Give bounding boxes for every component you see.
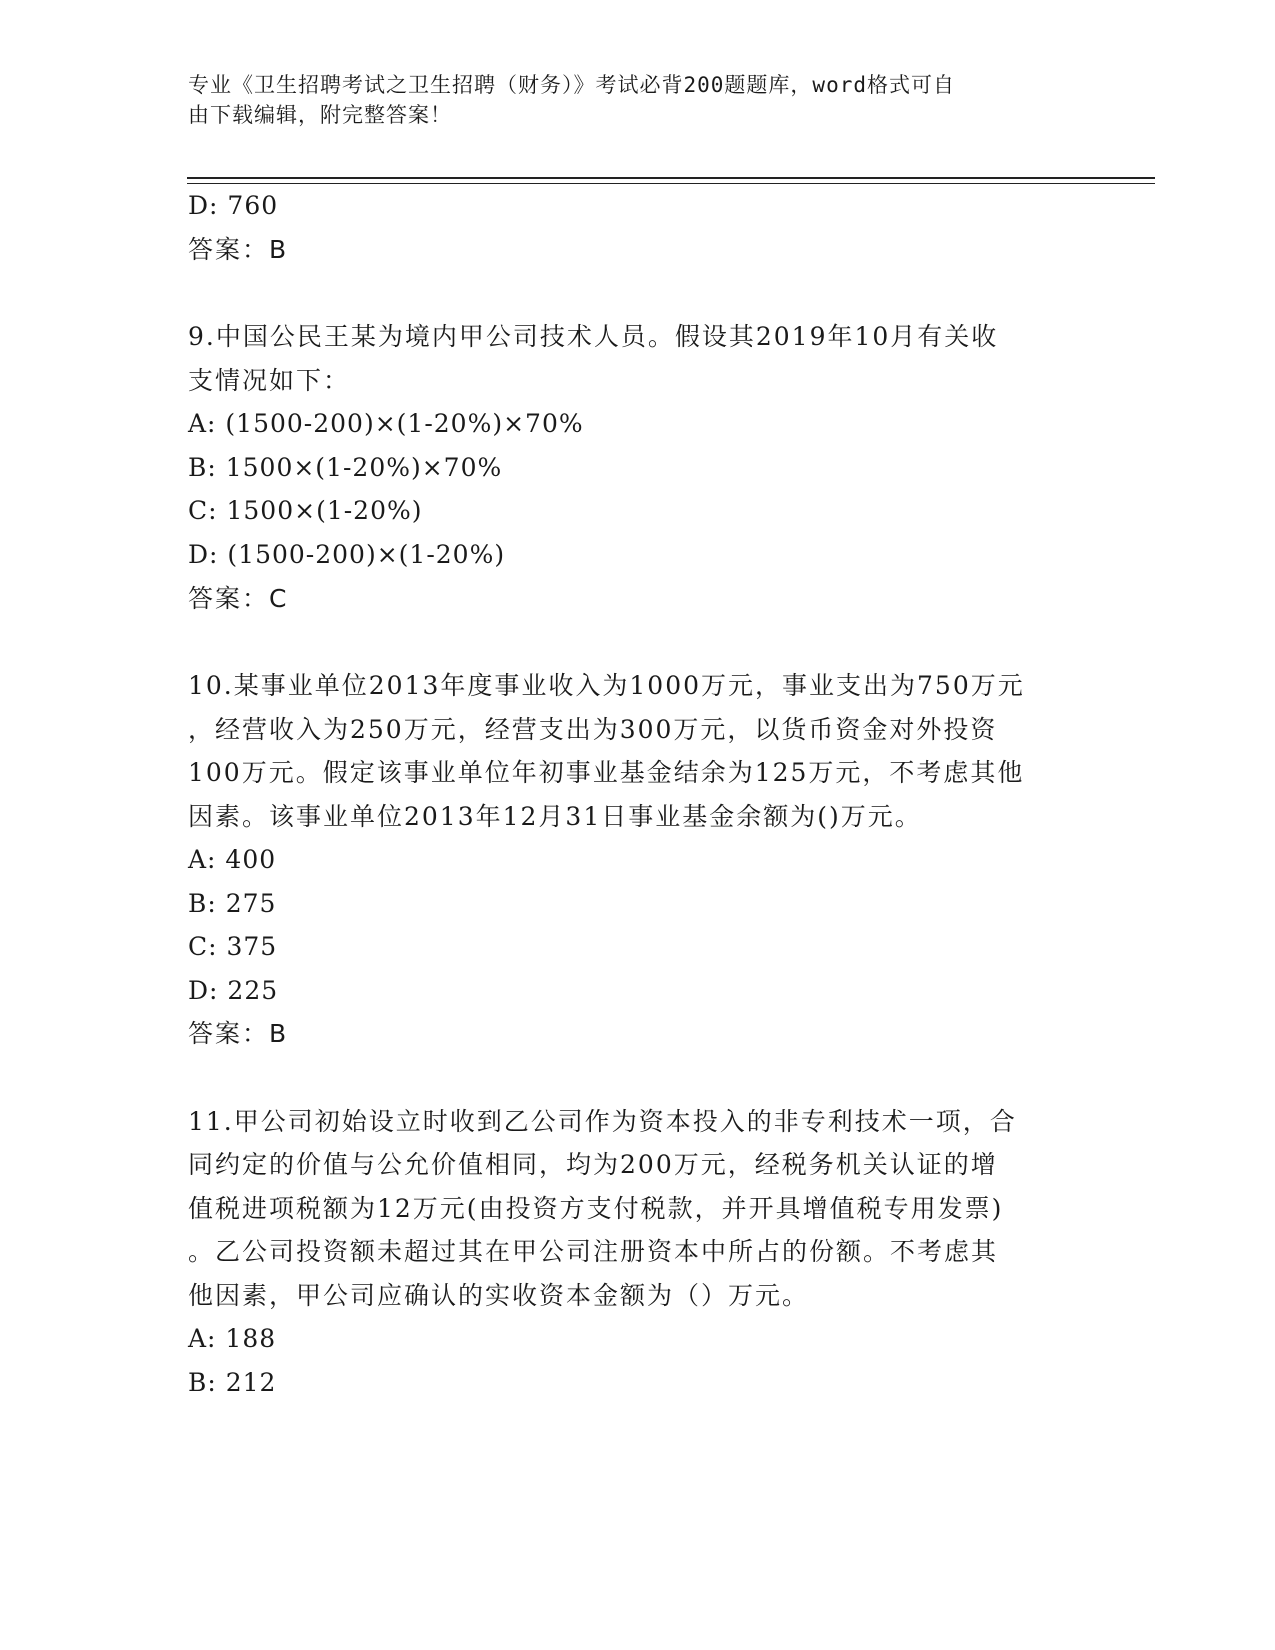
document-header <box>188 70 1068 130</box>
q11-option-a: A: 188 <box>188 1324 277 1353</box>
q9-option-c: C: 1500×(1-20%) <box>188 496 423 525</box>
q10-stem-line-2: ，经营收入为250万元，经营支出为300万元，以货币资金对外投资 <box>188 715 998 744</box>
q10-option-a: A: 400 <box>188 845 277 874</box>
q10-answer: 答案：B <box>188 1019 289 1048</box>
q11-stem-line-3: 值税进项税额为12万元(由投资方支付税款，并开具增值税专用发票) <box>188 1194 1004 1223</box>
q10-option-b: B: 275 <box>188 889 277 918</box>
q9-option-d: D: (1500-200)×(1-20%) <box>188 540 506 569</box>
q10-option-c: C: 375 <box>188 932 278 961</box>
header-line-2: 由下载编辑，附完整答案！ <box>188 103 452 127</box>
prev-option-d: D: 760 <box>188 191 279 220</box>
q10-stem-line-1: 10.某事业单位2013年度事业收入为1000万元，事业支出为750万元 <box>188 671 1025 700</box>
header-line-1: 专业《卫生招聘考试之卫生招聘（财务）》考试必背200题题库，word格式可自 <box>188 73 955 97</box>
header-divider-thick <box>187 177 1155 179</box>
q10-stem-line-3: 100万元。假定该事业单位年初事业基金结余为125万元，不考虑其他 <box>188 758 1025 787</box>
q11-stem-line-1: 11.甲公司初始设立时收到乙公司作为资本投入的非专利技术一项，合 <box>188 1107 1017 1136</box>
prev-answer: 答案：B <box>188 235 289 264</box>
q9-answer: 答案：C <box>188 584 289 613</box>
q11-stem-line-5: 他因素，甲公司应确认的实收资本金额为（）万元。 <box>188 1281 810 1310</box>
q9-option-b: B: 1500×(1-20%)×70% <box>188 453 503 482</box>
q9-stem-line-2: 支情况如下： <box>188 366 351 395</box>
q10-stem-line-4: 因素。该事业单位2013年12月31日事业基金余额为()万元。 <box>188 802 922 831</box>
header-divider-thin <box>187 183 1155 184</box>
q9-option-a: A: (1500-200)×(1-20%)×70% <box>188 409 584 438</box>
q11-stem-line-2: 同约定的价值与公允价值相同，均为200万元，经税务机关认证的增 <box>188 1150 998 1179</box>
q11-option-b: B: 212 <box>188 1368 277 1397</box>
q10-option-d: D: 225 <box>188 976 279 1005</box>
q11-stem-line-4: 。乙公司投资额未超过其在甲公司注册资本中所占的份额。不考虑其 <box>188 1237 999 1266</box>
q9-stem-line-1: 9.中国公民王某为境内甲公司技术人员。假设其2019年10月有关收 <box>188 322 999 351</box>
